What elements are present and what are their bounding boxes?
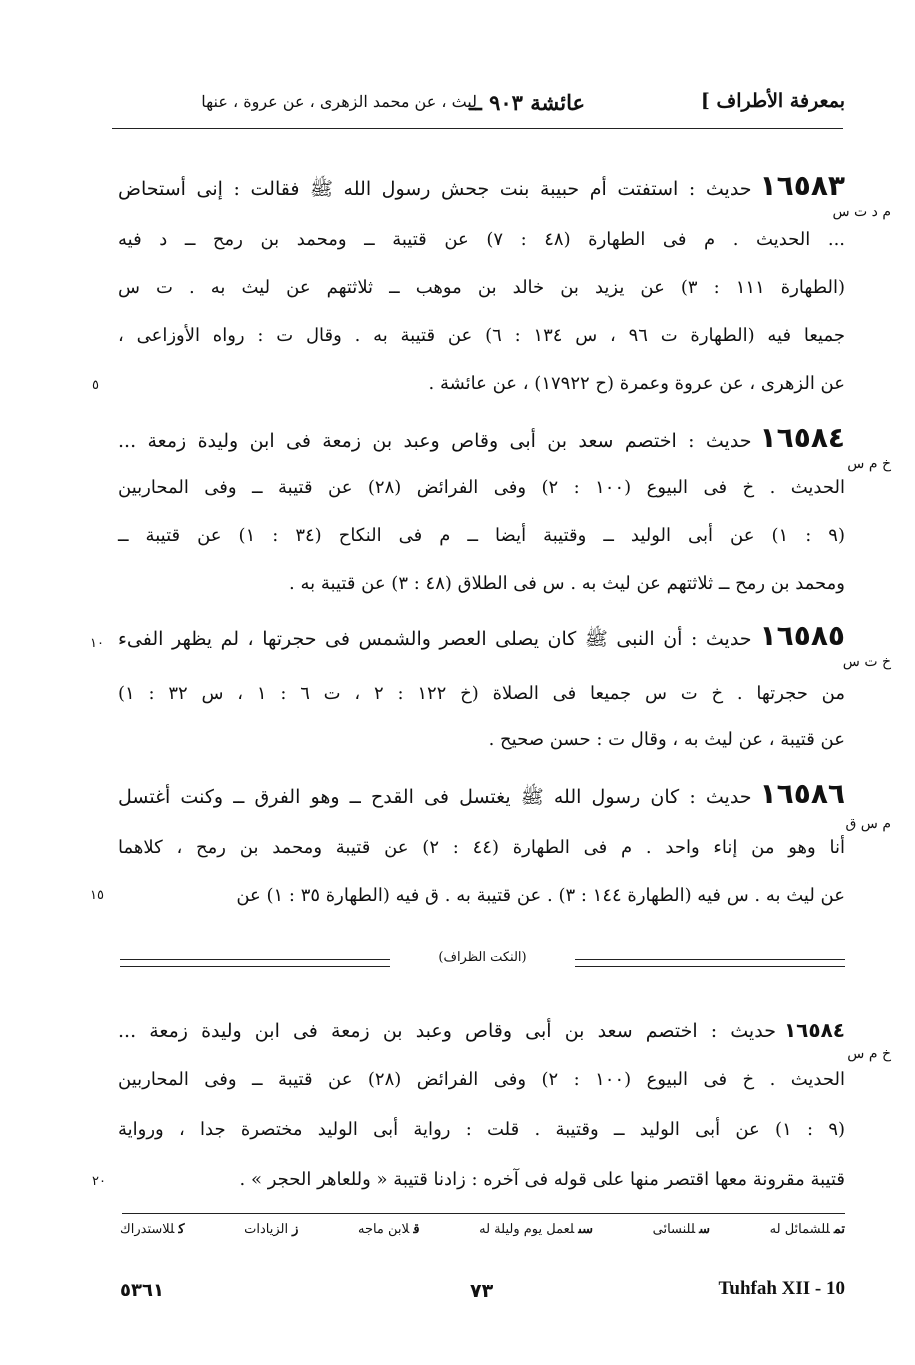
margin-line-number: ٢٠ [92,1174,106,1189]
entry-line: ... الحديث . م فى الطهارة (٤٨ : ٧) عن قتيبة ــ ومحمد بن رمح ــ د فيه [118,229,846,250]
entry-line [118,414,845,462]
entry-text: حديث : أن النبى ﷺ كان يصلى العصر والشمس فى حجرتها ، لم يظهر الفىء [118,628,752,650]
entry-text: حديث : استفتت أم حبيبة بنت جحش رسول الله ﷺ فقالت : إنى أستحاض [118,178,752,200]
entry-line: عن ليث به . س فيه (الطهارة ١٤٤ : ٣) . عن قتيبة به . ق فيه (الطهارة ٣٥ : ١) عن [236,885,845,906]
hadith-entry-16586 [118,770,891,920]
entry-sigla: خ م س [847,1046,891,1062]
running-header [112,86,845,122]
entry-text: حديث : اختصم سعد بن أبى وقاص وعبد بن زمعة فى ابن وليدة زمعة ... [118,430,752,452]
page-footer [120,1276,845,1306]
header-chain: ليث ، عن محمد الزهرى ، عن عروة ، عنها [201,92,477,111]
entry-line: أنا وهو من إناء واحد . م فى الطهارة (٤٤ : ٢) عن قتيبة ومحمد بن رمح ، كلاهما [118,837,845,858]
header-rule [112,128,843,129]
abbrev-item: تمللشمائل له [769,1222,845,1237]
header-narrator: عائشة ٩٠٣ ــ [469,90,585,115]
abbreviation-key [120,1222,845,1252]
divider-title: (النكت الظراف) [438,950,527,965]
header-section-title: بمعرفة الأطراف ] [700,90,845,112]
hadith-entry-16585 [118,612,891,762]
entry-text: حديث : اختصم سعد بن أبى وقاص وعبد بن زمعة فى ابن وليدة زمعة ... [118,1020,776,1042]
abbrev-item: سىلعمل يوم وليلة له [479,1222,594,1237]
entry-line: (الطهارة ١١١ : ٣) عن يزيد بن خالد بن موهب ــ ثلاثتهم عن ليث به . ت س [118,277,845,298]
entry-line: (٩ : ١) عن أبى الوليد ــ وقتيبة أيضا ــ م فى النكاح (٣٤ : ١) عن قتيبة ــ [118,525,845,546]
entry-line: جميعا فيه (الطهارة ت ٩٦ ، س ١٣٤ : ٦) عن قتيبة به . وقال ت : رواه الأوزاعى ، [118,325,845,346]
entry-number: ١٦٥٨٦ [759,777,845,810]
footer-rule [122,1213,845,1214]
entry-line: من حجرتها . خ ت س جميعا فى الصلاة (خ ١٢٢ : ٢ ، ت ٦ : ١ ، س ٣٢ : ١) [118,683,846,704]
abbrev-item: زالزيادات [244,1222,299,1237]
entry-number: ١٦٥٨٥ [759,619,845,652]
divider-rule-left [120,959,390,967]
nukat-divider [120,950,845,978]
entry-line [118,770,845,818]
entry-text: حديث : كان رسول الله ﷺ يغتسل فى القدح ــ وهو الفرق ــ وكنت أغتسل [118,786,752,808]
entry-line [118,1006,845,1054]
entry-line: الحديث . خ فى البيوع (١٠٠ : ٢) وفى الفرائض (٢٨) عن قتيبة ــ وفى المحاربين [118,1069,845,1090]
page-number: ٧٣ [470,1280,494,1302]
margin-line-number: ٥ [92,378,99,393]
nukat-entry-16584 [118,1006,891,1206]
entry-sigla: خ ت س [842,654,891,670]
entry-number: ١٦٥٨٣ [759,169,845,202]
entry-line: عن الزهرى ، عن عروة وعمرة (ح ١٧٩٢٢) ، عن عائشة . [428,373,845,394]
hadith-entry-16584 [118,414,891,614]
entry-sigla: م س ق [845,816,891,832]
entry-line: ومحمد بن رمح ــ ثلاثتهم عن ليث به . س فى الطلاق (٤٨ : ٣) عن قتيبة به . [289,573,845,594]
volume-label: Tuhfah XII - 10 [718,1278,845,1299]
entry-line [118,612,845,660]
hadith-entry-16583 [118,162,891,402]
entry-line: قتيبة مقرونة معها اقتصر منها على قوله فى آخره : زادنا قتيبة « وللعاهر الحجر » . [239,1169,845,1190]
entry-line [118,162,845,210]
divider-rule-right [575,959,845,967]
abbrev-item: قلابن ماجه [357,1222,420,1237]
entry-line: (٩ : ١) عن أبى الوليد ــ وقتيبة . قلت : رواية أبى الوليد مختصرة جدا ، ورواية [118,1119,846,1140]
entry-number: ١٦٥٨٤ [759,421,845,454]
page-code: ٥٣٦١ [120,1280,164,1301]
abbrev-item: كللاستدراك [120,1222,185,1237]
entry-sigla: خ م س [847,456,891,472]
entry-line: الحديث . خ فى البيوع (١٠٠ : ٢) وفى الفرائض (٢٨) عن قتيبة ــ وفى المحاربين [118,477,845,498]
margin-line-number: ١٥ [90,888,104,903]
entry-line: عن قتيبة ، عن ليث به ، وقال ت : حسن صحيح . [488,729,845,750]
entry-sigla: م د ت س [832,204,891,220]
abbrev-item: سللنسائى [652,1222,711,1237]
entry-number: ١٦٥٨٤ [783,1018,845,1042]
margin-line-number: ١٠ [90,636,104,651]
